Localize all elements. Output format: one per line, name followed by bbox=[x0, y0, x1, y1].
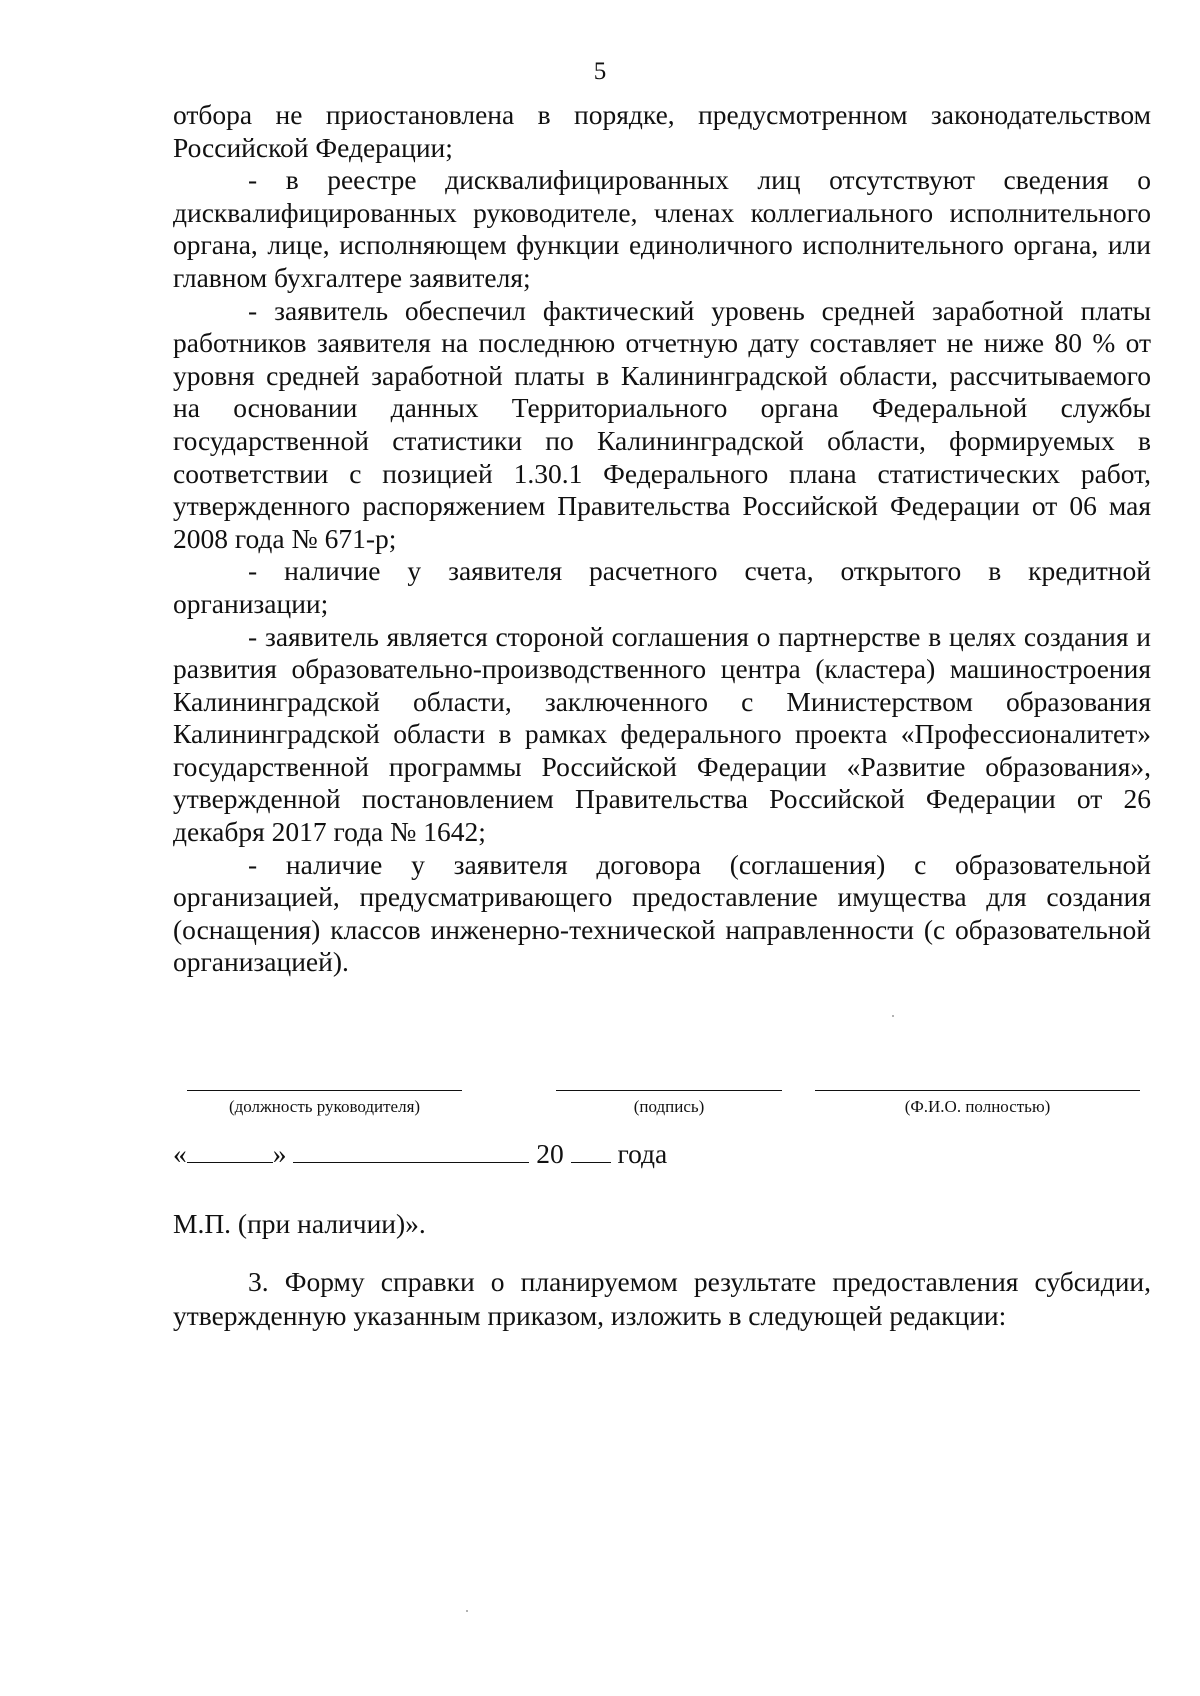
paragraph-average-salary: - заявитель обеспечил фактический уровень средней заработной платы работников заявителя на последнюю отчетную дату составляет не ниже 80 % от уровня средней заработной платы в Калининградской области, рассчитываемого на основании данных Территориального органа Федеральной службы государственной статистики по Калининградской области, формируемых в соответствии с позицией 1.30.1 Федерального плана статистических работ, утвержденного распоряжением Правительства Российской Федерации от 06 мая 2008 года № 671-р; bbox=[173, 294, 1151, 554]
paragraph-education-contract: - наличие у заявителя договора (соглашения) с образовательной организацией, предусматривающего предоставление имущества для создания (оснащения) классов инженерно-технической направленности (с образовательной организацией). bbox=[173, 848, 1151, 978]
month-blank bbox=[293, 1136, 529, 1163]
day-blank bbox=[187, 1136, 273, 1163]
page-number: 5 bbox=[593, 58, 607, 85]
date-line bbox=[173, 1136, 667, 1171]
position-caption: (должность руководителя) bbox=[228, 1097, 421, 1116]
paragraph-disqualified-registry: - в реестре дисквалифицированных лиц отсутствуют сведения о дисквалифицированных руководителе, членах коллегиального исполнительного органа, лице, исполняющем функции единоличного исполнительного органа, или главном бухгалтере заявителя; bbox=[173, 164, 1151, 293]
date-century: 20 bbox=[536, 1138, 564, 1169]
item-3-paragraph: 3. Форму справки о планируемом результате предоставления субсидии, утвержденную указанным приказом, изложить в следующей редакции: bbox=[173, 1266, 1151, 1331]
document-body bbox=[173, 99, 1151, 979]
scan-speck bbox=[892, 1015, 894, 1017]
paragraph-continuation: отбора не приостановлена в порядке, предусмотренном законодательством Российской Федерации; bbox=[173, 99, 1151, 163]
scan-speck bbox=[466, 1610, 468, 1612]
year-blank bbox=[571, 1136, 611, 1163]
position-signature-line bbox=[187, 1090, 462, 1091]
name-caption: (Ф.И.О. полностью) bbox=[904, 1097, 1051, 1116]
stamp-note: М.П. (при наличии)». bbox=[173, 1208, 426, 1239]
name-signature-line bbox=[815, 1090, 1140, 1091]
date-open-quote: « bbox=[173, 1138, 187, 1169]
paragraph-partnership-agreement: - заявитель является стороной соглашения о партнерстве в целях создания и развития образовательно-производственного центра (кластера) машиностроения Калининградской области, заключенного с Министерством образования Калининградской области в рамках федерального проекта «Профессионалитет» государственной программы Российской Федерации «Развитие образования», утвержденной постановлением Правительства Российской Федерации от 26 декабря 2017 года № 1642; bbox=[173, 620, 1151, 848]
date-close-quote: » bbox=[272, 1138, 287, 1169]
paragraph-bank-account: - наличие у заявителя расчетного счета, открытого в кредитной организации; bbox=[173, 555, 1151, 619]
signature-line bbox=[556, 1090, 782, 1091]
signature-caption: (подпись) bbox=[633, 1097, 705, 1116]
date-year-word: года bbox=[617, 1138, 668, 1169]
